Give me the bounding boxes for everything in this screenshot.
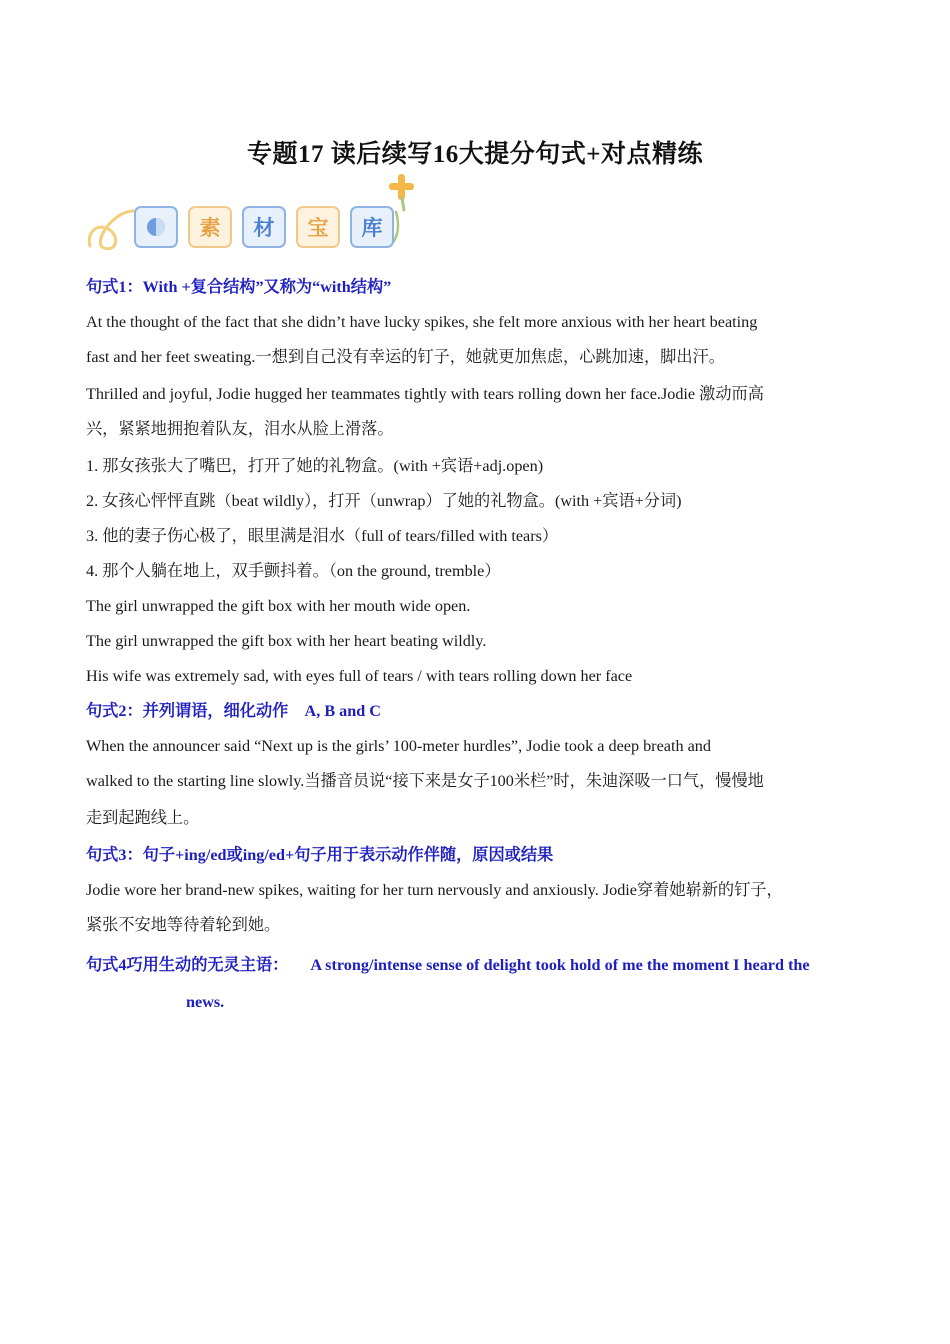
section3-line: Jodie wore her brand-new spikes, waiting for her turn nervously and anxiously. Jodie穿着她崭新的钉子， xyxy=(86,881,783,899)
section3-heading: 句式3：句子+ing/ed或ing/ed+句子用于表示动作伴随，原因或结果 xyxy=(86,846,554,864)
section1-example-line: Thrilled and joyful, Jodie hugged her teammates tightly with tears rolling down her face.Jodie 激动而高 xyxy=(86,385,764,403)
section4-block xyxy=(86,947,866,1021)
section4-sentence: A strong/intense sense of delight took hold of me the moment I heard the xyxy=(310,956,810,974)
exercise-item: 4. 那个人躺在地上，双手颤抖着。（on the ground, tremble） xyxy=(86,562,501,580)
plus-flower-icon xyxy=(389,174,414,210)
section2-line: 走到起跑线上。 xyxy=(86,809,200,827)
section4-heading: 句式4巧用生动的无灵主语： xyxy=(86,956,289,974)
banner-chip-cai: 材 xyxy=(242,206,286,248)
banner-chip-ku: 库 xyxy=(350,206,394,248)
answer-line: The girl unwrapped the gift box with her mouth wide open. xyxy=(86,597,471,615)
section1-example-line: At the thought of the fact that she didn’t have lucky spikes, she felt more anxious with her heart beating xyxy=(86,313,758,331)
section1-heading: 句式1：With +复合结构”又称为“with结构” xyxy=(86,278,392,296)
answer-line: His wife was extremely sad, with eyes full of tears / with tears rolling down her face xyxy=(86,667,633,685)
section2-line: walked to the starting line slowly.当播音员说“接下来是女子100米栏”时，朱迪深吸一口气，慢慢地 xyxy=(86,772,764,790)
section2-line: When the announcer said “Next up is the girls’ 100-meter hurdles”, Jodie took a deep breath and xyxy=(86,737,711,755)
section1-example-line: 兴，紧紧地拥抱着队友，泪水从脸上滑落。 xyxy=(86,420,394,438)
page-title: 专题17 读后续写16大提分句式+对点精练 xyxy=(247,141,703,168)
banner-chip-dot xyxy=(134,206,178,248)
document-body xyxy=(86,272,866,1021)
section3-line: 紧张不安地等待着轮到她。 xyxy=(86,916,281,934)
exercise-item: 3. 他的妻子伤心极了，眼里满是泪水（full of tears/filled with tears） xyxy=(86,527,559,545)
exercise-item: 2. 女孩心怦怦直跳（beat wildly），打开（unwrap）了她的礼物盒。(with +宾语+分词) xyxy=(86,492,682,510)
answer-line: The girl unwrapped the gift box with her heart beating wildly. xyxy=(86,632,487,650)
exercise-item: 1. 那女孩张大了嘴巴，打开了她的礼物盒。(with +宾语+adj.open) xyxy=(86,457,544,475)
banner-chip-su: 素 xyxy=(188,206,232,248)
section2-heading: 句式2：并列谓语，细化动作 A, B and C xyxy=(86,702,381,720)
circle-dot-icon xyxy=(146,217,166,237)
material-banner xyxy=(86,172,416,254)
section1-example-line: fast and her feet sweating.一想到自己没有幸运的钉子，她就更加焦虑，心跳加速，脚出汗。 xyxy=(86,348,725,366)
section4-sentence-end: news. xyxy=(186,993,225,1011)
banner-chip-bao: 宝 xyxy=(296,206,340,248)
